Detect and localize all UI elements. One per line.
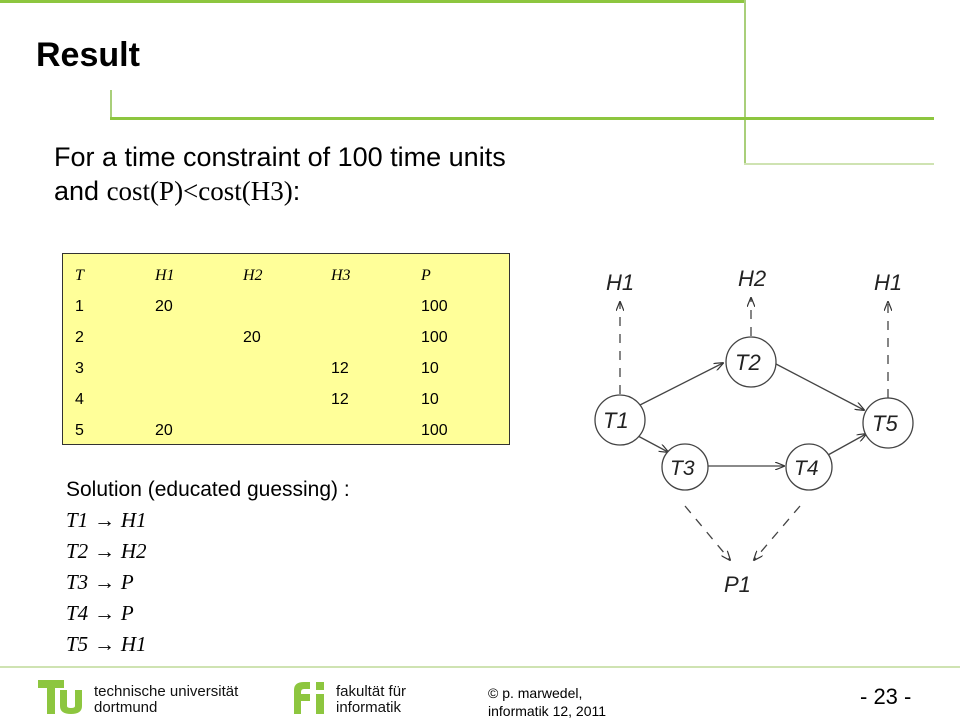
assignment-item: T4 → P: [66, 601, 134, 625]
table-cell: [155, 384, 243, 415]
table-cell: [243, 384, 331, 415]
label-t4: T4: [794, 457, 819, 480]
fi-logo-icon: [290, 680, 330, 716]
table-cell: [331, 291, 421, 322]
assignment-item: T2 → H2: [66, 539, 147, 563]
edge-t1-t2: [638, 363, 723, 406]
table-cell: 2: [75, 328, 84, 346]
assignment-item: T3 → P: [66, 570, 134, 594]
top-right-vertical: [744, 0, 746, 165]
intro-text: [54, 140, 506, 208]
table-cell: [155, 322, 243, 353]
header-cell: P: [421, 266, 431, 284]
table-cell: 12: [331, 359, 349, 377]
edge-t4-p1: [754, 506, 800, 560]
table-cell: 10: [421, 390, 439, 408]
table-cell: 4: [75, 390, 84, 408]
title-underline: [110, 117, 934, 120]
page-number: - 23 -: [860, 684, 912, 709]
arrow-icon: →: [94, 540, 116, 563]
arrow-icon: →: [94, 509, 116, 532]
table-cell: [243, 353, 331, 384]
label-t3: T3: [670, 457, 695, 480]
label-h2: H2: [738, 266, 767, 291]
page-title: Result: [36, 36, 140, 74]
table-cell: 100: [421, 421, 448, 439]
assignment-item: T1 → H1: [66, 508, 147, 532]
solution-block: [66, 474, 350, 660]
fi-name: fakultät für informatik: [336, 683, 407, 716]
table-row: [63, 415, 509, 446]
table-cell: 100: [421, 328, 448, 346]
table-cell: [243, 415, 331, 446]
table-cell: [243, 291, 331, 322]
header-cell: H1: [155, 266, 175, 284]
table-cell: [155, 353, 243, 384]
label-t5: T5: [872, 411, 898, 436]
table-cell: [331, 415, 421, 446]
task-graph: [560, 250, 940, 620]
title-left-divider: [110, 90, 112, 120]
header-cell: T: [75, 266, 84, 284]
label-h1-left: H1: [606, 270, 635, 295]
cost-table-grid: [63, 260, 509, 446]
intro-line-2: [54, 174, 506, 208]
tu-name: technische universität dortmund: [94, 683, 239, 716]
edge-t1-t3: [638, 436, 668, 452]
header-cell: H3: [331, 266, 351, 284]
intro-prefix: and: [54, 176, 107, 206]
arrow-icon: →: [94, 571, 116, 594]
cost-formula: cost(P)<cost(H3): [106, 176, 293, 206]
edge-t4-t5: [828, 434, 866, 455]
table-cell: 3: [75, 359, 84, 377]
table-row: [63, 291, 509, 322]
table-header-row: [63, 260, 509, 291]
table-cell: 20: [155, 297, 173, 315]
table-cell: 10: [421, 359, 439, 377]
table-cell: 100: [421, 297, 448, 315]
table-cell: 20: [243, 328, 261, 346]
tu-logo-icon: [38, 680, 86, 716]
table-cell: [331, 322, 421, 353]
edge-t3-p1: [685, 506, 730, 560]
table-row: [63, 353, 509, 384]
edge-t2-t5: [776, 364, 864, 410]
cost-table: [62, 253, 510, 445]
intro-suffix: :: [292, 176, 301, 206]
table-cell: 20: [155, 421, 173, 439]
top-accent-line: [0, 0, 745, 3]
label-t2: T2: [735, 350, 761, 375]
header-cell: H2: [243, 266, 263, 284]
arrow-icon: →: [94, 633, 116, 656]
solution-heading: Solution (educated guessing) :: [66, 478, 350, 501]
top-right-bottom-edge: [744, 163, 934, 165]
table-cell: 12: [331, 390, 349, 408]
author-credit: © p. marwedel, informatik 12, 2011: [488, 685, 607, 719]
table-row: [63, 384, 509, 415]
label-h1-right: H1: [874, 270, 903, 295]
arrow-icon: →: [94, 602, 116, 625]
table-cell: 1: [75, 297, 84, 315]
table-row: [63, 322, 509, 353]
label-t1: T1: [603, 408, 629, 433]
table-cell: 5: [75, 421, 84, 439]
intro-line-1: For a time constraint of 100 time units: [54, 142, 506, 172]
label-p1: P1: [724, 572, 751, 597]
assignment-item: T5 → H1: [66, 632, 147, 656]
footer-line: [0, 666, 960, 668]
